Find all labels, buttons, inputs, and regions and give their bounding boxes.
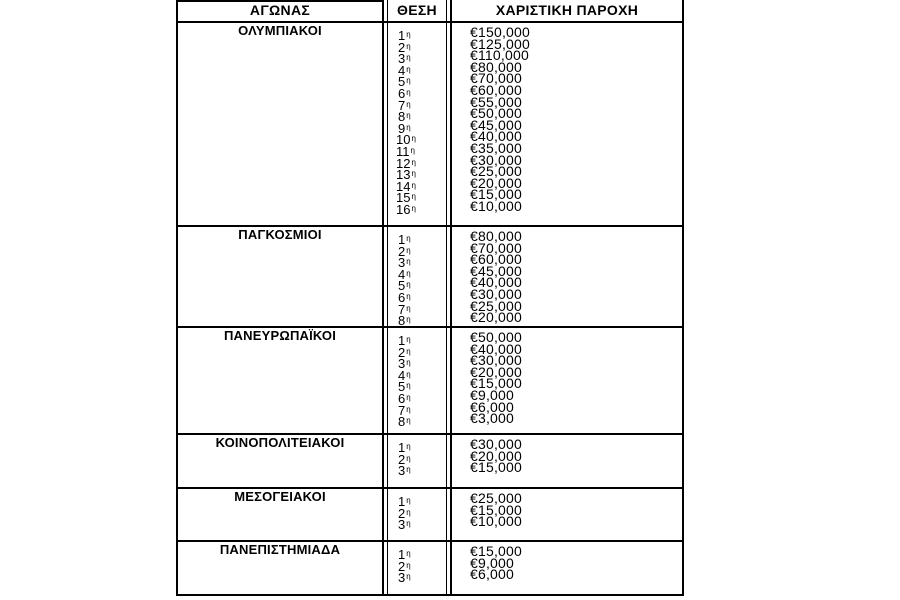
position-cell [398, 572, 411, 586]
position-number: 2 [398, 558, 406, 574]
position-number: 12 [396, 155, 411, 171]
position-suffix: η [406, 369, 411, 379]
prize-cell: €60,000 [470, 82, 523, 98]
header-position: ΘΕΣΗ [397, 2, 437, 18]
prize-cell: €60,000 [470, 251, 523, 268]
position-number: 1 [398, 333, 406, 348]
position-suffix: η [406, 99, 411, 109]
prize-cell: €45,000 [470, 262, 523, 279]
prize-cell: €25,000 [470, 163, 523, 180]
column-divider-position-b [446, 0, 447, 596]
position-number: 13 [396, 167, 411, 183]
prize-cell: €20,000 [470, 447, 523, 464]
position-number: 3 [398, 570, 406, 586]
prize-cell: €15,000 [470, 501, 523, 518]
position-number: 7 [398, 301, 406, 317]
column-divider-award [450, 0, 452, 596]
prize-cell: €40,000 [470, 128, 523, 145]
prize-cell: €15,000 [470, 543, 523, 559]
position-number: 5 [398, 278, 406, 294]
prize-cell: €10,000 [470, 198, 523, 214]
position-number: 16 [396, 202, 411, 217]
position-suffix: η [406, 346, 411, 356]
prize-cell: €40,000 [470, 274, 523, 291]
event-name: ΠΑΝΕΥΡΩΠΑΪΚΟΙ [223, 328, 337, 343]
position-suffix: η [406, 465, 411, 475]
column-divider-event [382, 0, 384, 596]
position-number: 1 [398, 232, 406, 247]
prize-cell: €55,000 [470, 93, 523, 110]
prize-cell: €80,000 [470, 58, 523, 75]
column-divider-position-a [387, 0, 388, 596]
position-suffix: η [406, 30, 411, 39]
position-suffix: η [406, 381, 411, 391]
position-number: 4 [398, 266, 406, 282]
position-suffix: η [410, 146, 415, 155]
prize-cell: €20,000 [470, 363, 523, 380]
position-suffix: η [406, 303, 411, 313]
prize-cell: €6,000 [470, 398, 515, 415]
event-name: ΜΕΣΟΓΕΙΑΚΟΙ [234, 489, 326, 504]
position-suffix: η [406, 393, 411, 402]
prize-cell: €3,000 [470, 410, 515, 427]
position-number: 6 [398, 86, 406, 101]
position-suffix: η [406, 507, 411, 517]
position-suffix: η [406, 76, 411, 86]
prize-cell: €15,000 [470, 459, 523, 476]
position-number: 11 [396, 144, 410, 159]
prize-cell: €15,000 [470, 186, 523, 203]
position-cell [398, 465, 411, 479]
event-name: ΚΟΙΝΟΠΟΛΙΤΕΙΑΚΟΙ [215, 435, 345, 450]
position-suffix: η [406, 453, 411, 463]
position-suffix: η [406, 122, 411, 132]
position-number: 3 [398, 255, 406, 271]
position-number: 3 [398, 463, 406, 479]
prize-cell: €35,000 [470, 140, 523, 156]
prize-cell: €30,000 [470, 436, 523, 452]
position-number: 4 [398, 62, 406, 78]
position-suffix: η [411, 169, 416, 179]
prize-cell: €20,000 [470, 309, 523, 326]
position-number: 4 [398, 367, 406, 383]
position-number: 2 [398, 451, 406, 467]
prize-cell: €80,000 [470, 228, 523, 244]
prize-cell: €50,000 [470, 105, 523, 122]
position-number: 2 [398, 505, 406, 521]
position-number: 6 [398, 290, 406, 305]
event-name: ΠΑΓΚΟΣΜΙΟΙ [238, 227, 322, 242]
prize-cell: €70,000 [470, 70, 523, 87]
position-number: 3 [398, 356, 406, 372]
position-number: 6 [398, 391, 406, 406]
position-suffix: η [406, 64, 411, 74]
position-number: 8 [398, 313, 406, 329]
header-event: ΑΓΩΝΑΣ [249, 2, 311, 18]
prize-cell: €30,000 [470, 286, 523, 302]
position-suffix: η [406, 572, 411, 582]
position-number: 3 [398, 51, 406, 67]
prize-cell: €110,000 [470, 47, 529, 64]
event-name: ΟΛΥΜΠΙΑΚΟΙ [238, 23, 322, 38]
prize-cell: €125,000 [470, 35, 530, 52]
position-suffix: η [411, 134, 416, 144]
position-number: 5 [398, 74, 406, 90]
prize-cell: €9,000 [470, 554, 515, 571]
prize-table [176, 0, 684, 596]
position-number: 2 [398, 39, 406, 55]
table-border-left [176, 0, 178, 596]
position-number: 1 [398, 547, 406, 562]
prize-cell: €15,000 [470, 375, 523, 392]
position-number: 3 [398, 517, 406, 533]
position-suffix: η [411, 192, 416, 202]
position-suffix: η [406, 416, 411, 426]
position-number: 14 [396, 178, 411, 194]
position-suffix: η [411, 157, 416, 167]
position-suffix: η [406, 88, 411, 97]
position-suffix: η [406, 234, 411, 243]
position-number: 10 [396, 132, 411, 148]
position-number: 1 [398, 440, 406, 455]
position-suffix: η [406, 41, 411, 51]
prize-cell: €40,000 [470, 340, 523, 357]
prize-cell: €50,000 [470, 329, 523, 345]
position-suffix: η [406, 268, 411, 278]
position-suffix: η [406, 292, 411, 301]
prize-cell: €70,000 [470, 239, 523, 256]
prize-cell: €30,000 [470, 151, 523, 168]
position-number: 2 [398, 243, 406, 259]
position-number: 5 [398, 379, 406, 395]
position-number: 8 [398, 414, 406, 430]
position-suffix: η [406, 315, 411, 325]
prize-cell: €30,000 [470, 352, 523, 369]
position-number: 1 [398, 494, 406, 509]
position-number: 7 [398, 402, 406, 418]
position-suffix: η [406, 257, 411, 267]
position-suffix: η [406, 111, 411, 121]
position-suffix: η [406, 245, 411, 255]
prize-cell: €25,000 [470, 297, 523, 314]
position-suffix: η [406, 280, 411, 290]
position-cell [398, 519, 411, 533]
position-suffix: η [406, 442, 411, 451]
prize-cell: €150,000 [470, 24, 530, 40]
position-cell [398, 416, 411, 430]
position-suffix: η [406, 404, 411, 414]
position-suffix: η [406, 358, 411, 368]
position-number: 1 [398, 28, 406, 43]
position-suffix: η [406, 496, 411, 505]
prize-cell: €20,000 [470, 174, 523, 191]
position-number: 8 [398, 109, 406, 125]
position-cell [398, 315, 411, 329]
table-bottom-rule [176, 594, 684, 596]
table-border-right [682, 0, 684, 596]
prize-cell: €6,000 [470, 566, 515, 583]
prize-cell: €10,000 [470, 513, 523, 530]
position-cell [396, 204, 416, 218]
position-suffix: η [406, 519, 411, 529]
prize-cell: €25,000 [470, 490, 523, 506]
position-number: 2 [398, 344, 406, 360]
position-number: 7 [398, 97, 406, 113]
position-suffix: η [406, 335, 411, 344]
position-suffix: η [406, 560, 411, 570]
event-name: ΠΑΝΕΠΙΣΤΗΜΙΑΔΑ [219, 542, 341, 557]
position-number: 15 [396, 190, 411, 206]
header-award: ΧΑΡΙΣΤΙΚΗ ΠΑΡΟΧΗ [495, 2, 639, 18]
position-suffix: η [411, 204, 416, 213]
position-number: 9 [398, 120, 406, 136]
position-suffix: η [411, 180, 416, 190]
prize-cell: €9,000 [470, 387, 515, 403]
prize-cell: €45,000 [470, 116, 523, 133]
position-suffix: η [406, 53, 411, 63]
position-suffix: η [406, 549, 411, 558]
